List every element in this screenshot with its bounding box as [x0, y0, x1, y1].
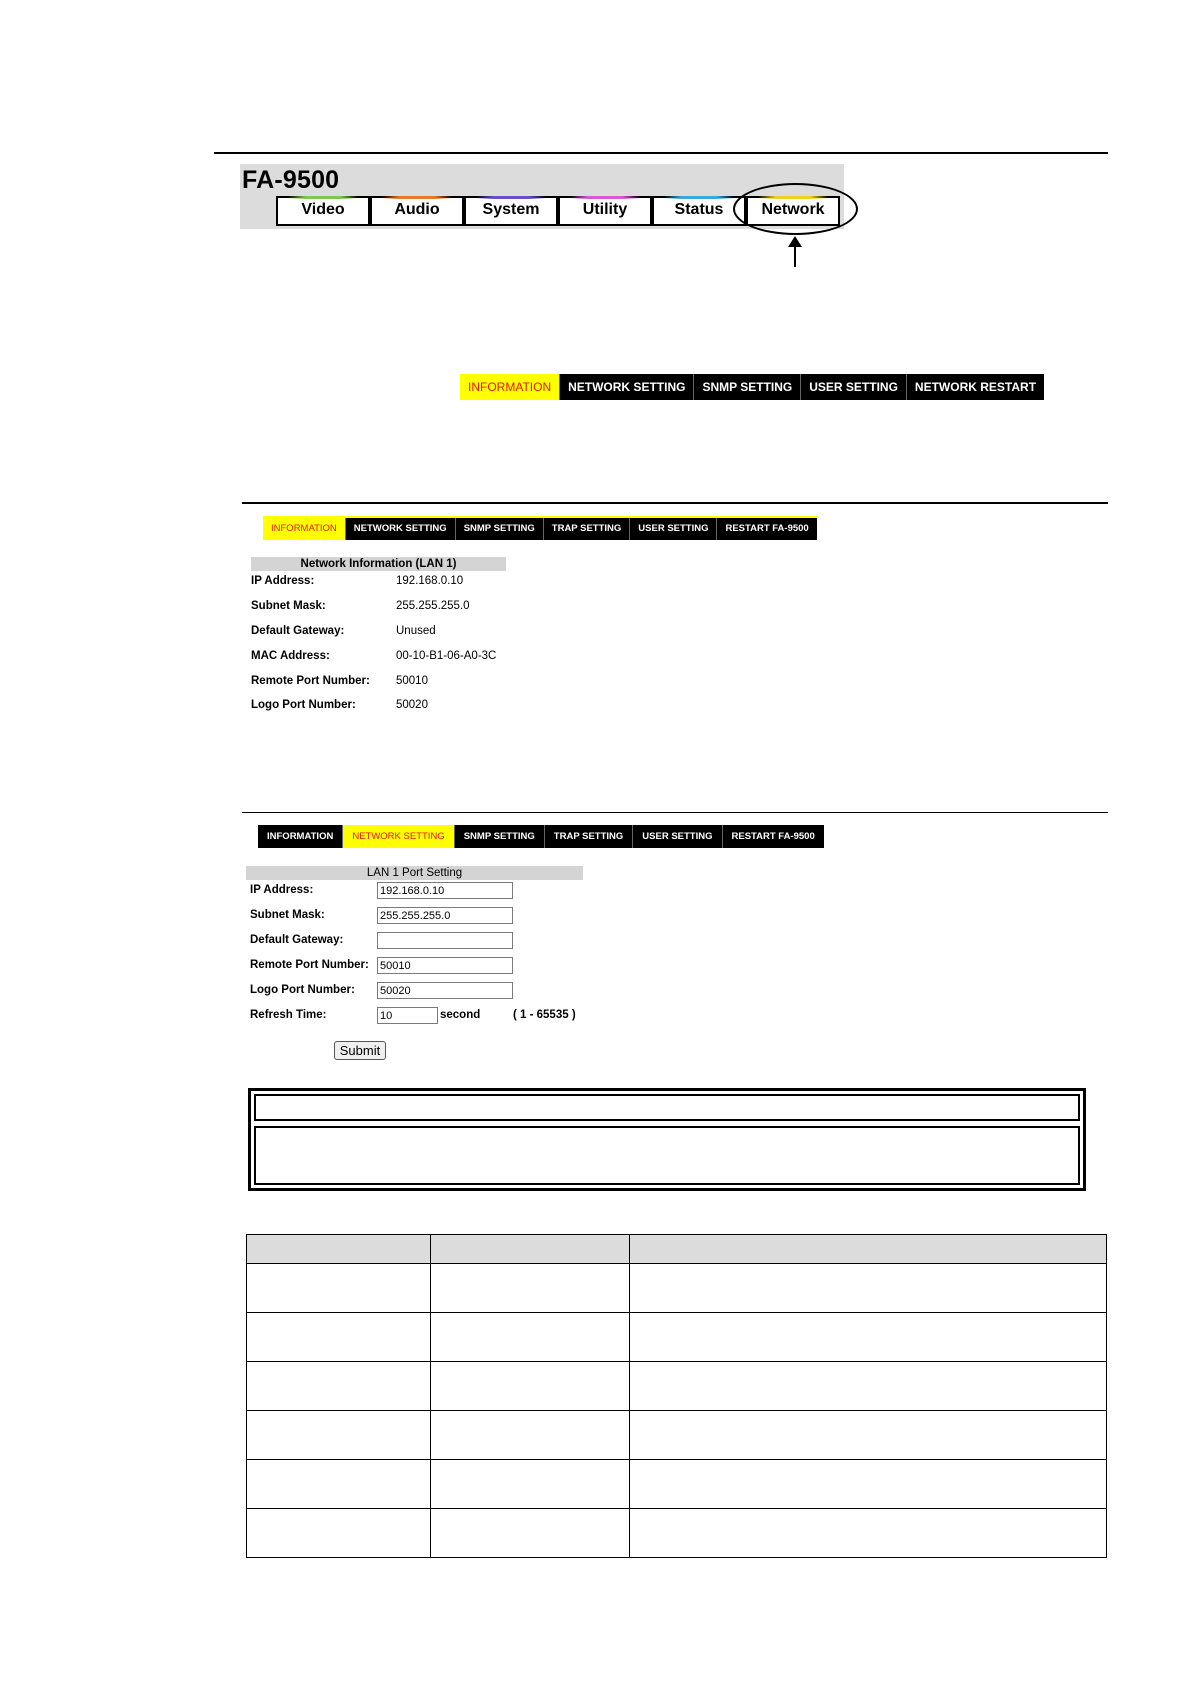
- subtab-user-setting[interactable]: USER SETTING: [630, 518, 717, 540]
- gateway-input[interactable]: [377, 932, 513, 949]
- subtab-snmp-setting[interactable]: SNMP SETTING: [455, 825, 545, 848]
- table-cell: [630, 1411, 1107, 1460]
- table-cell: [247, 1362, 431, 1411]
- table-cell: [247, 1509, 431, 1558]
- note-title-cell: [254, 1094, 1080, 1121]
- table-cell: [431, 1509, 630, 1558]
- table-row: [247, 1313, 1107, 1362]
- tab-color-strip: [476, 196, 546, 199]
- subtab-snmp-setting[interactable]: SNMP SETTING: [694, 374, 801, 400]
- gateway-label: Default Gateway:: [250, 934, 344, 946]
- remote-port-input[interactable]: [377, 957, 513, 974]
- info-label: Remote Port Number:: [251, 675, 370, 687]
- info-label: Subnet Mask:: [251, 600, 326, 612]
- ip-address-input[interactable]: [377, 882, 513, 899]
- tab-system-label: System: [482, 201, 540, 218]
- table-header-cell: [247, 1235, 431, 1264]
- table-cell: [247, 1411, 431, 1460]
- table-cell: [630, 1264, 1107, 1313]
- subtab-restart[interactable]: RESTART FA-9500: [723, 825, 824, 848]
- table-row: [247, 1411, 1107, 1460]
- table-header-row: [247, 1235, 1107, 1264]
- tab-status-label: Status: [674, 201, 724, 218]
- tab-video[interactable]: [276, 196, 370, 226]
- info-panel-title: Network Information (LAN 1): [251, 557, 506, 571]
- subtab-user-setting[interactable]: USER SETTING: [633, 825, 722, 848]
- remote-port-label: Remote Port Number:: [250, 959, 369, 971]
- note-body-cell: [254, 1126, 1080, 1185]
- tab-color-strip: [664, 196, 734, 199]
- subtab-network-setting[interactable]: NETWORK SETTING: [343, 825, 454, 848]
- top-rule: [214, 152, 1108, 154]
- table-row: [247, 1509, 1107, 1558]
- table-cell: [630, 1313, 1107, 1362]
- setting-subtab-bar: [258, 825, 824, 848]
- subtab-trap-setting[interactable]: TRAP SETTING: [545, 825, 634, 848]
- section-rule: [242, 502, 1108, 504]
- tab-utility[interactable]: [558, 196, 652, 226]
- refresh-range: ( 1 - 65535 ): [513, 1009, 576, 1021]
- table-cell: [431, 1460, 630, 1509]
- logo-port-input[interactable]: [377, 982, 513, 999]
- device-title: FA-9500: [242, 166, 340, 194]
- refresh-time-input[interactable]: [377, 1007, 438, 1024]
- subtab-information[interactable]: INFORMATION: [258, 825, 343, 848]
- tab-utility-label: Utility: [582, 201, 628, 218]
- subtab-trap-setting[interactable]: TRAP SETTING: [544, 518, 631, 540]
- tab-audio[interactable]: [370, 196, 464, 226]
- form-row-refresh: [250, 1007, 590, 1027]
- note-box: [248, 1088, 1086, 1191]
- network-highlight-circle: [733, 183, 858, 235]
- logo-port-label: Logo Port Number:: [250, 984, 355, 996]
- table-row: [247, 1460, 1107, 1509]
- arrow-shaft: [794, 243, 796, 267]
- subnet-mask-label: Subnet Mask:: [250, 909, 325, 921]
- spec-table: [246, 1234, 1107, 1558]
- subtab-network-restart[interactable]: NETWORK RESTART: [907, 374, 1044, 400]
- tab-video-label: Video: [301, 201, 345, 218]
- tab-color-strip: [288, 196, 358, 199]
- subnet-mask-input[interactable]: [377, 907, 513, 924]
- info-value: 255.255.255.0: [396, 600, 470, 612]
- info-label: IP Address:: [251, 575, 315, 587]
- tab-system[interactable]: [464, 196, 558, 226]
- info-value: 00-10-B1-06-A0-3C: [396, 650, 497, 662]
- table-cell: [630, 1362, 1107, 1411]
- table-cell: [247, 1460, 431, 1509]
- refresh-unit: second: [440, 1009, 481, 1021]
- lan-panel-title: LAN 1 Port Setting: [246, 866, 583, 880]
- ip-address-label: IP Address:: [250, 884, 314, 896]
- table-cell: [431, 1411, 630, 1460]
- table-row: [247, 1362, 1107, 1411]
- subtab-network-setting[interactable]: NETWORK SETTING: [346, 518, 456, 540]
- table-row: [247, 1264, 1107, 1313]
- tab-audio-label: Audio: [394, 201, 440, 218]
- info-value: Unused: [396, 625, 436, 637]
- info-label: Logo Port Number:: [251, 699, 356, 711]
- info-value: 50020: [396, 699, 428, 711]
- subtab-user-setting[interactable]: USER SETTING: [801, 374, 907, 400]
- info-label: MAC Address:: [251, 650, 330, 662]
- subtab-information[interactable]: INFORMATION: [263, 518, 346, 540]
- table-cell: [431, 1362, 630, 1411]
- refresh-time-label: Refresh Time:: [250, 1009, 327, 1021]
- info-value: 192.168.0.10: [396, 575, 464, 587]
- table-cell: [431, 1313, 630, 1362]
- table-header-cell: [431, 1235, 630, 1264]
- subtab-information[interactable]: INFORMATION: [460, 374, 560, 400]
- table-cell: [630, 1509, 1107, 1558]
- section-rule: [242, 812, 1108, 813]
- tab-color-strip: [382, 196, 452, 199]
- info-value: 50010: [396, 675, 428, 687]
- table-cell: [247, 1264, 431, 1313]
- table-header-cell: [630, 1235, 1107, 1264]
- subtab-network-setting[interactable]: NETWORK SETTING: [560, 374, 694, 400]
- table-cell: [630, 1460, 1107, 1509]
- info-label: Default Gateway:: [251, 625, 345, 637]
- submit-button[interactable]: Submit: [334, 1041, 386, 1060]
- tab-network-label: Network: [761, 201, 825, 218]
- table-cell: [431, 1264, 630, 1313]
- subtab-restart[interactable]: RESTART FA-9500: [717, 518, 816, 540]
- subtab-snmp-setting[interactable]: SNMP SETTING: [456, 518, 544, 540]
- network-subtab-bar: [460, 374, 1044, 400]
- info-subtab-bar: [263, 516, 817, 540]
- tab-status[interactable]: [652, 196, 746, 226]
- table-cell: [247, 1313, 431, 1362]
- tab-color-strip: [570, 196, 640, 199]
